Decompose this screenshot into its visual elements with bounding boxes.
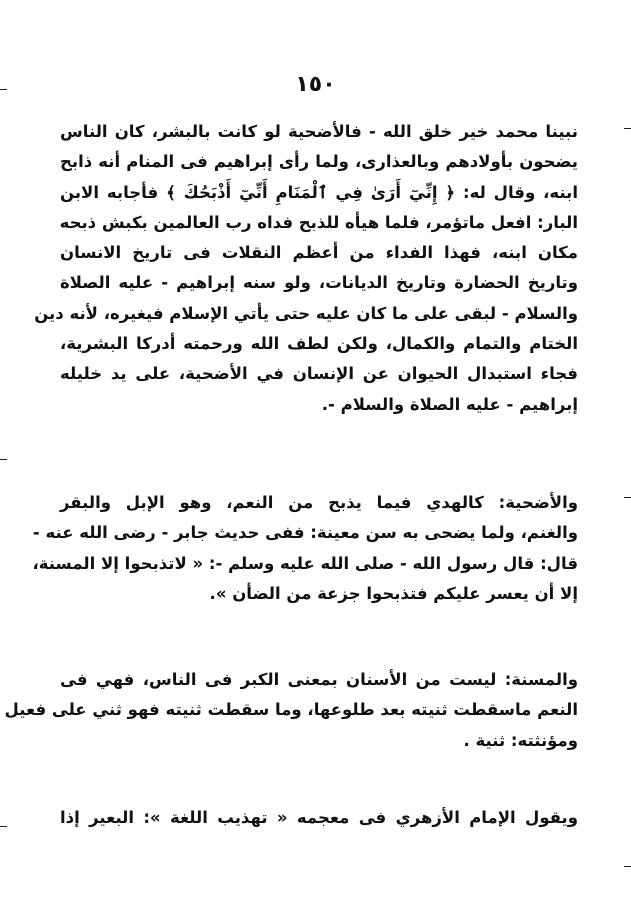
margin-mark	[0, 826, 7, 827]
text-line: يضحون بأولادهم وبالعذارى، ولما رأى إبراهيم فى المنام أنه ذابح	[60, 152, 578, 172]
text-line: إبراهيم - عليه الصلاة والسلام -.	[321, 394, 578, 414]
text-line: والأضحية: كالهدي فيما يذبح من النعم، وهو الإبل والبقر	[60, 493, 578, 512]
text-line: مكان ابنه، فهذا الفداء من أعظم النقلات فى تاريخ الانسان	[60, 243, 578, 263]
page-number: ١٥٠	[295, 72, 336, 97]
paragraph-azhari-quote	[60, 803, 578, 833]
paragraph-musinna-definition	[4, 665, 578, 756]
text-line: إلا أن يعسر عليكم فتذبحوا جزعة من الضأن ».	[209, 583, 578, 603]
paragraph-udhiya-definition	[32, 488, 578, 609]
text-line: والغنم، ولما يضحى به سن معينة: ففى حديث جابر - رضى الله عنه -	[32, 523, 578, 543]
text-line: ويقول الإمام الأزهري فى معجمه « تهذيب اللغة »: البعير إذا	[60, 808, 578, 827]
text-line: قال: قال رسول الله - صلى الله عليه وسلم -: « لاتذبحوا إلا المسنة،	[32, 553, 578, 573]
margin-mark	[624, 128, 631, 129]
text-line: ومؤنثته: ثنية .	[463, 730, 578, 750]
text-line: والسلام - لبقى على ما كان عليه حتى يأتي الإسلام فيغيره، لأنه دين	[34, 303, 578, 323]
text-line: نبينا محمد خير خلق الله - فالأضحية لو كانت بالبشر، كان الناس	[60, 122, 578, 141]
text-line: البار: افعل ماتؤمر، فلما هيأه للذبح فداه رب العالمين بكبش ذبحه	[59, 212, 578, 232]
text-line: والمسنة: ليست من الأسنان بمعنى الكبر فى الناس، فهي فى	[60, 670, 578, 689]
text-line: الختام والتمام والكمال، ولكن لطف الله ورحمته أدركا البشرية،	[60, 334, 578, 354]
text-line: وتاريخ الحضارة وتاريخ الديانات، ولو سنه إبراهيم - عليه الصلاة	[60, 273, 578, 293]
text-line: فجاء استبدال الحيوان عن الإنسان في الأضحية، على يد خليله	[60, 364, 578, 384]
margin-mark	[624, 497, 631, 498]
text-line: ابنه، وقال له: ﴿ إِنِّيٓ أَرَىٰ فِي ٱلْمَنَامِ أَنِّيٓ أَذْبَحُكَ ﴾ فأجابه الابن	[60, 182, 578, 202]
margin-mark	[624, 866, 631, 867]
text-line: النعم ماسقطت ثنيته بعد طلوعها، وما سقطت ثنيته فهو ثني على فعيل	[4, 700, 578, 720]
margin-mark	[0, 459, 7, 460]
paragraph-sacrifice-history	[34, 117, 578, 420]
